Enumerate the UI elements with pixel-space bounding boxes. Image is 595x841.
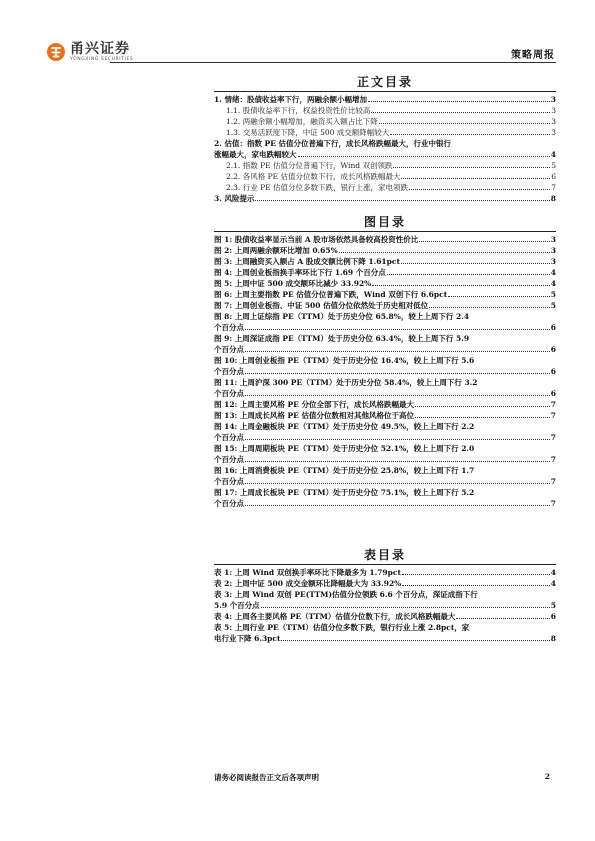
dot-leader — [393, 167, 550, 168]
figure-entry[interactable] — [214, 267, 556, 278]
figure-entry-text: 图 12: 上周主要风格 PE 分位全部下行，成长风格跌幅最大 — [214, 400, 415, 409]
figure-entry-page: 7 — [550, 433, 556, 442]
table-entry-row — [214, 578, 556, 589]
tables-list — [214, 567, 556, 644]
dot-leader — [401, 178, 550, 179]
page-header — [0, 0, 595, 70]
figure-entry-text: 个百分点 — [214, 323, 244, 332]
figure-entry[interactable] — [214, 399, 556, 410]
dot-leader — [255, 200, 549, 201]
dot-leader — [281, 640, 549, 641]
table-entry-line: 表 5: 上周行业 PE（TTM）估值分位多数下跌，银行行业上涨 2.8pct，家 — [214, 623, 470, 632]
figure-entry-page: 4 — [550, 268, 556, 277]
dot-leader — [402, 574, 550, 575]
figure-entry-text: 个百分点 — [214, 433, 244, 442]
footer-disclaimer: 请务必阅读报告正文后各项声明 — [214, 773, 319, 782]
tables-title-divider — [214, 564, 556, 565]
figure-entry-page: 6 — [550, 389, 556, 398]
toc-entry-page: 8 — [550, 194, 556, 203]
dot-leader — [390, 134, 550, 135]
toc-entry-row — [214, 94, 556, 105]
contents-pages — [214, 74, 556, 644]
figure-entry-text: 图 5: 上周中证 500 成交额环比减少 33.92% — [214, 279, 372, 288]
figure-entry[interactable] — [214, 256, 556, 267]
toc-entry-page: 5 — [551, 161, 556, 170]
table-entry-row — [214, 611, 556, 622]
figure-entry[interactable] — [214, 311, 556, 333]
figure-entry[interactable] — [214, 377, 556, 399]
figure-entry[interactable] — [214, 278, 556, 289]
figure-entry[interactable] — [214, 245, 556, 256]
table-entry-page: 8 — [550, 634, 556, 643]
dot-leader — [402, 585, 549, 586]
table-entry-page: 4 — [550, 568, 556, 577]
brand-name-cn: 甬兴证券 — [70, 40, 130, 57]
dot-leader — [448, 296, 550, 297]
toc-entry-page: 6 — [551, 172, 556, 181]
toc-entry-page: 3 — [551, 128, 556, 137]
toc-entry-text: 涨幅最大，家电跌幅较大 — [214, 150, 297, 159]
figure-entry-row — [214, 366, 556, 377]
figure-entry-row — [214, 344, 556, 355]
table-entry-row — [214, 633, 556, 644]
toc-entry-line: 2. 估值：指数 PE 估值分位普遍下行，成长风格跌幅最大，行业中银行 — [214, 139, 452, 148]
figures-title: 图目录 — [363, 215, 406, 229]
figure-entry-text: 个百分点 — [214, 367, 244, 376]
figure-entry-row — [214, 278, 556, 289]
figure-entry[interactable] — [214, 487, 556, 509]
dot-leader — [245, 461, 550, 462]
toc-entry-row — [214, 182, 556, 193]
table-entry-page: 5 — [550, 601, 556, 610]
toc-entry-text: 1.1. 股债收益率下行，权益投资性价比较高 — [226, 106, 371, 115]
dot-leader — [387, 274, 550, 275]
table-entry-text: 表 2: 上周中证 500 成交金额环比降幅最大为 33.92% — [214, 579, 402, 588]
toc-entry-row — [214, 193, 556, 204]
figure-entry-page: 7 — [550, 477, 556, 486]
table-entry-row — [214, 600, 556, 611]
figure-entry[interactable] — [214, 465, 556, 487]
toc-entry[interactable] — [214, 94, 556, 105]
figure-entry-row — [214, 245, 556, 256]
toc-list — [214, 94, 556, 204]
dot-leader — [245, 505, 550, 506]
toc-entry[interactable] — [214, 127, 556, 138]
toc-entry-row — [214, 160, 556, 171]
toc-entry[interactable] — [214, 193, 556, 204]
figure-entry-line: 图 15: 上周周期板块 PE（TTM）处于历史分位 52.1%，较上上周下行 2.0 — [214, 444, 475, 453]
tables-section — [214, 547, 556, 644]
toc-entry-text: 1.3. 交易活跃度下降，中证 500 成交额降幅较大 — [226, 128, 390, 137]
header-divider — [110, 62, 556, 63]
figure-entry-line: 图 11: 上周沪深 300 PE（TTM）处于历史分位 58.4%，较上上周下行 3.2 — [214, 378, 478, 387]
tables-title: 表目录 — [363, 548, 406, 562]
figure-entry-page: 4 — [550, 279, 556, 288]
toc-entry-text: 2.2. 各风格 PE 估值分位数下行，成长风格跌幅最大 — [226, 172, 401, 181]
dot-leader — [456, 618, 549, 619]
brand-logo-icon — [46, 42, 66, 62]
dot-leader — [372, 285, 549, 286]
toc-entry[interactable] — [214, 105, 556, 116]
figure-entry-page: 7 — [550, 499, 556, 508]
figure-entry-row — [214, 300, 556, 311]
toc-entry-page: 3 — [551, 117, 556, 126]
dot-leader — [419, 241, 550, 242]
figure-entry-text: 图 7: 上周创业板指、中证 500 估值分位依然处于历史相对低位 — [214, 301, 429, 310]
figure-entry-text: 图 3: 上周融资买入额占 A 股成交额比例下降 1.61pct — [214, 257, 400, 266]
dot-leader — [379, 123, 551, 124]
figure-entry-text: 个百分点 — [214, 477, 244, 486]
table-entry[interactable] — [214, 622, 556, 644]
toc-title: 正文目录 — [356, 75, 413, 89]
dot-leader — [415, 417, 550, 418]
figure-entry[interactable] — [214, 410, 556, 421]
table-entry[interactable] — [214, 567, 556, 578]
figure-entry[interactable] — [214, 421, 556, 443]
toc-entry[interactable] — [214, 138, 556, 160]
figure-entry-line: 图 14: 上周金融板块 PE（TTM）处于历史分位 49.5%，较上上周下行 2.2 — [214, 422, 475, 431]
dot-leader — [401, 263, 550, 264]
toc-entry-page: 3 — [551, 106, 556, 115]
toc-title-divider — [214, 91, 556, 92]
figure-entry[interactable] — [214, 234, 556, 245]
dot-leader — [298, 156, 550, 157]
figures-list — [214, 234, 556, 509]
toc-entry-text: 2.1. 指数 PE 估值分位普遍下行，Wind 双创领跌 — [226, 161, 393, 170]
figure-entry-page: 6 — [550, 323, 556, 332]
table-entry-line: 表 3: 上周 Wind 双创 PE(TTM)估值分位领跌 6.6 个百分点，深证成指下行 — [214, 590, 478, 599]
toc-entry-row — [214, 149, 556, 160]
figure-entry[interactable] — [214, 333, 556, 355]
figure-entry-page: 3 — [550, 257, 556, 266]
figure-entry-line: 图 9: 上周深证成指 PE（TTM）处于历史分位 63.4%，较上上周下行 5.9 — [214, 334, 470, 343]
toc-entry-row — [214, 171, 556, 182]
figure-entry-text: 个百分点 — [214, 455, 244, 464]
figure-entry-page: 7 — [550, 455, 556, 464]
figure-entry-text: 图 1: 股债收益率显示当前 A 股市场依然具备较高投资性价比 — [214, 235, 419, 244]
figure-entry[interactable] — [214, 289, 556, 300]
toc-entry-text: 3. 风险提示 — [214, 194, 255, 203]
table-entry-text: 表 1: 上周 Wind 双创换手率环比下降最多为 1.79pct — [214, 568, 401, 577]
dot-leader — [409, 189, 550, 190]
figure-entry-text: 个百分点 — [214, 499, 244, 508]
toc-entry-text: 1.2. 两融余额小幅增加，融资买入额占比下降 — [226, 117, 378, 126]
toc-entry[interactable] — [214, 182, 556, 193]
toc-entry[interactable] — [214, 160, 556, 171]
figure-entry-row — [214, 388, 556, 399]
figure-entry-page: 5 — [550, 301, 556, 310]
figure-entry-row — [214, 432, 556, 443]
figure-entry-row — [214, 454, 556, 465]
dot-leader — [245, 329, 550, 330]
dot-leader — [245, 351, 550, 352]
figure-entry-row — [214, 399, 556, 410]
dot-leader — [339, 252, 550, 253]
page-number: 2 — [544, 772, 550, 781]
table-entry-page: 6 — [550, 612, 556, 621]
figure-entry-page: 3 — [550, 246, 556, 255]
figure-entry-row — [214, 234, 556, 245]
figures-section — [214, 214, 556, 509]
figure-entry-line: 图 16: 上周消费板块 PE（TTM）处于历史分位 25.8%，较上上周下行 1.7 — [214, 466, 475, 475]
figure-entry-page: 3 — [550, 235, 556, 244]
table-entry[interactable] — [214, 611, 556, 622]
report-type-label: 策略周报 — [511, 50, 555, 61]
brand-logo — [46, 40, 133, 64]
dot-leader — [371, 112, 550, 113]
dot-leader — [429, 307, 550, 308]
figure-entry-line: 图 17: 上周成长板块 PE（TTM）处于历史分位 75.1%，较上上周下行 5.2 — [214, 488, 475, 497]
table-entry-text: 5.9 个百分点 — [214, 601, 260, 610]
dot-leader — [261, 607, 550, 608]
toc-section — [214, 74, 556, 204]
figure-entry-page: 7 — [550, 411, 556, 420]
figure-entry-page: 6 — [550, 345, 556, 354]
figure-entry-row — [214, 498, 556, 509]
figure-entry-text: 图 2: 上周两融余额环比增加 0.65% — [214, 246, 338, 255]
dot-leader — [245, 483, 550, 484]
figure-entry-row — [214, 410, 556, 421]
figure-entry-text: 图 13: 上周成长风格 PE 估值分位数相对其他风格位于高位 — [214, 411, 415, 420]
toc-entry-page: 4 — [550, 150, 556, 159]
figure-entry-row — [214, 476, 556, 487]
figures-title-divider — [214, 231, 556, 232]
toc-entry-text: 1. 情绪：股债收益率下行，两融余额小幅增加 — [214, 95, 367, 104]
toc-entry[interactable] — [214, 116, 556, 127]
table-entry-row — [214, 567, 556, 578]
figure-entry[interactable] — [214, 443, 556, 465]
figure-entry-page: 7 — [550, 400, 556, 409]
figure-entry-page: 6 — [550, 367, 556, 376]
figure-entry-text: 图 6: 上周主要指数 PE 估值分位普遍下跌，Wind 双创下行 6.6pct — [214, 290, 448, 299]
figure-entry-line: 图 10: 上周创业板指 PE（TTM）处于历史分位 16.4%，较上上周下行 5.6 — [214, 356, 475, 365]
figure-entry[interactable] — [214, 355, 556, 377]
figure-entry-row — [214, 322, 556, 333]
table-entry-text: 表 4: 上周各主要风格 PE（TTM）估值分位数下行，成长风格跌幅最大 — [214, 612, 456, 621]
table-entry-page: 4 — [550, 579, 556, 588]
table-entry[interactable] — [214, 578, 556, 589]
dot-leader — [245, 373, 550, 374]
table-entry-text: 电行业下降 6.3pct — [214, 634, 281, 643]
figure-entry-text: 图 4: 上周创业板指换手率环比下行 1.69 个百分点 — [214, 268, 386, 277]
dot-leader — [368, 101, 550, 102]
table-entry[interactable] — [214, 589, 556, 611]
toc-entry-page: 3 — [550, 95, 556, 104]
figure-entry[interactable] — [214, 300, 556, 311]
figure-entry-text: 个百分点 — [214, 389, 244, 398]
figure-entry-line: 图 8: 上周上证综指 PE（TTM）处于历史分位 65.8%，较上上周下行 2.4 — [214, 312, 470, 321]
figure-entry-text: 个百分点 — [214, 345, 244, 354]
toc-entry-row — [214, 116, 556, 127]
toc-entry-row — [214, 105, 556, 116]
figure-entry-row — [214, 289, 556, 300]
dot-leader — [245, 439, 550, 440]
dot-leader — [245, 395, 550, 396]
figure-entry-row — [214, 267, 556, 278]
toc-entry-text: 2.3. 行业 PE 估值分位多数下跌，银行上涨，家电领跌 — [226, 183, 408, 192]
figure-entry-row — [214, 256, 556, 267]
figure-entry-page: 5 — [550, 290, 556, 299]
dot-leader — [415, 406, 550, 407]
toc-entry[interactable] — [214, 171, 556, 182]
toc-entry-page: 7 — [551, 183, 556, 192]
brand-name-en: YONGXING SECURITIES — [70, 56, 134, 62]
toc-entry-row — [214, 127, 556, 138]
